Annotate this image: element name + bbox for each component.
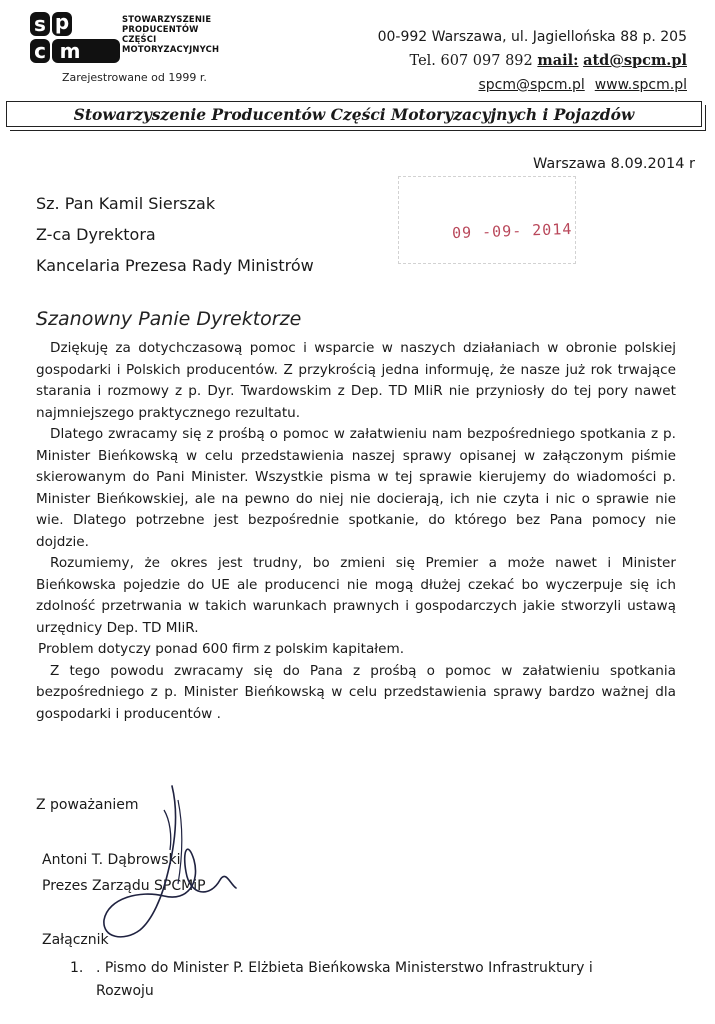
recipient-role: Z-ca Dyrektora — [36, 225, 156, 244]
paragraph: Rozumiemy, że okres jest trudny, bo zmieni się Premier a może nawet i Minister Bieńkowska pojedzie do UE ale producenci nie mogą dłużej czekać bo wyczerpuje się ich zdolność przetrwania w takich warunkach prawnych i gospodarczych jakie stworzyli ustawą urzędnicy Dep. TD MIiR. — [36, 555, 676, 636]
attachment-text-cont: Rozwoju — [96, 983, 154, 999]
closing: Z poważaniem — [36, 797, 139, 813]
org-name-line: STOWARZYSZENIE — [122, 14, 212, 24]
signer-block — [42, 847, 206, 899]
website-link[interactable]: www.spcm.pl — [594, 77, 687, 93]
signer-name: Antoni T. Dąbrowski — [42, 852, 181, 868]
address: 00-992 Warszawa, ul. Jagiellońska 88 p. 205 — [377, 29, 687, 45]
org-name-line: PRODUCENTÓW — [122, 24, 199, 34]
salutation: Szanowny Panie Dyrektorze — [36, 308, 302, 330]
paragraph: Problem dotyczy ponad 600 firm z polskim kapitałem. — [38, 641, 405, 657]
letter-date: Warszawa 8.09.2014 r — [532, 156, 695, 172]
org-banner: Stowarzyszenie Producentów Części Motoryzacyjnych i Pojazdów — [6, 101, 702, 127]
paragraph: Z tego powodu zwracamy się do Pana z prośbą o pomoc w załatwieniu spotkania bezpośredniego z p. Minister Bieńkowską w celu przedstawienia sprawy bardzo ważnej dla gospodarki i producentów . — [36, 662, 676, 722]
paragraph: Dlatego zwracamy się z prośbą o pomoc w załatwieniu nam bezpośredniego spotkania z p. Minister Bieńkowską w celu przedstawienia naszej sprawy opisanej w załączonym piśmie skierowanym do Pani Minister. Wszystkie pisma w tej sprawie kierujemy do wiadomości p. Minister Bieńkowskiej, ale na pewno do niej nie docierają, ich nie czyta i nic o sprawie nie wie. Dlatego potrzebne jest bezpośrednie spotkanie, do którego bez Pana pomocy nie dojdzie. — [36, 426, 676, 550]
logo-letter-c: c — [34, 39, 46, 63]
email-link[interactable]: spcm@spcm.pl — [478, 77, 585, 93]
spcm-logo — [30, 12, 120, 64]
phone-mail-line — [307, 49, 687, 73]
attachments-list — [70, 957, 680, 1003]
recipient-block — [36, 188, 314, 281]
logo-letter-s: s — [34, 12, 46, 36]
registered-since: Zarejestrowane od 1999 r. — [62, 71, 207, 84]
recipient-name: Sz. Pan Kamil Sierszak — [36, 194, 216, 213]
recipient-office: Kancelaria Prezesa Rady Ministrów — [36, 256, 314, 275]
stamp-date: 09 -09- 2014 — [451, 219, 573, 243]
logo-letter-m: m — [59, 39, 81, 63]
logo-letter-p: p — [54, 12, 70, 34]
org-name-line: CZĘŚCI — [122, 34, 157, 44]
signer-title: Prezes Zarządu SPCMiP — [42, 878, 206, 894]
attachment-number: 1. — [70, 960, 84, 976]
attachments-title: Załącznik — [42, 932, 109, 948]
org-name-line: MOTORYZACYJNYCH — [122, 44, 220, 54]
org-name-block — [122, 14, 272, 54]
web-line — [307, 73, 687, 97]
paragraph: Dziękuję za dotychczasową pomoc i wsparcie w naszych działaniach w obronie polskiej gospodarki i Polskich producentów. Z przykrością jedna informuję, że nasze już rok trwające starania i rozmowy z p. Dyr. Twardowskim z Dep. TD MIiR nie przyniosły do tej pory nawet najmniejszego praktycznego rezultatu. — [36, 340, 676, 421]
mail-link[interactable]: atd@spcm.pl — [583, 52, 687, 69]
list-item — [70, 957, 680, 1003]
letter-body — [36, 338, 676, 725]
mail-label: mail: — [537, 52, 579, 69]
contact-block — [307, 25, 687, 97]
attachment-text: . Pismo do Minister P. Elżbieta Bieńkowska Ministerstwo Infrastruktury i — [96, 960, 593, 976]
phone: Tel. 607 097 892 — [409, 53, 533, 69]
